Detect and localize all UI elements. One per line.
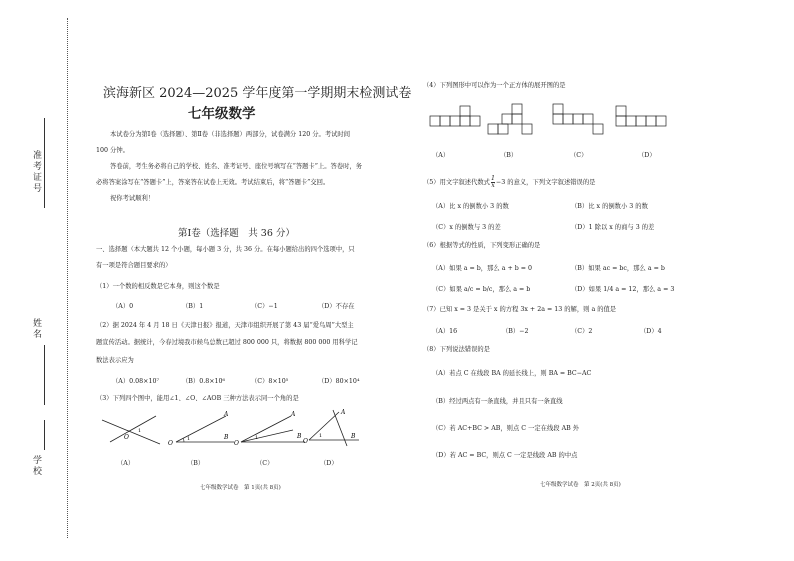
angle-figure-b bbox=[168, 412, 238, 447]
question-5-stem bbox=[423, 176, 595, 189]
angle-figure-d bbox=[305, 406, 365, 448]
q5-option-b: （B）比 x 的倒数小 3 的数 bbox=[571, 203, 648, 210]
fig-c-label-b: B bbox=[297, 433, 302, 440]
q8-option-b: （B）经过两点有一条直线，并且只有一条直线 bbox=[432, 398, 563, 405]
q1-option-d: （D）不存在 bbox=[318, 303, 355, 310]
fig-a-label-o: O bbox=[124, 434, 129, 441]
fig-c-label-a: A bbox=[291, 411, 296, 418]
q2-option-a: （A）0.08×10⁷ bbox=[112, 378, 159, 385]
q4-option-b: （B） bbox=[500, 152, 518, 159]
page-footer-left: 七年级数学试卷 第 1页(共 8页) bbox=[200, 485, 281, 491]
instruction-line: 本试卷分为第Ⅰ卷（选择题）、第Ⅱ卷（非选择题）两部分，试卷满分 120 分。考试时间 bbox=[110, 131, 351, 138]
q8-option-a: （A）若点 C 在线段 BA 的延长线上，则 BA = BC−AC bbox=[432, 370, 592, 377]
q3-option-d: （D） bbox=[320, 460, 338, 467]
cube-net-b bbox=[488, 104, 548, 136]
section-instructions: 有一项是符合题目要求的） bbox=[96, 262, 172, 269]
fig-d-label-o: O bbox=[303, 438, 308, 445]
part1-heading: 第Ⅰ卷（选择题 共 36 分） bbox=[178, 228, 295, 239]
question-2-stem: 题宣传活动。据统计，今春过境我市候鸟总数已超过 800 000 只，将数据 800 000 用科学记 bbox=[96, 339, 358, 346]
question-2-stem: 数法表示应为 bbox=[96, 357, 134, 364]
q5-frac-num: 1 bbox=[490, 175, 495, 182]
exam-subtitle: 七年级数学 bbox=[188, 106, 256, 122]
question-7-stem: （7）已知 x = 3 是关于 x 的方程 3x + 2a = 13 的解，则 a 的值是 bbox=[423, 306, 617, 313]
question-4-stem: （4）下列图形中可以作为一个正方体的展开图的是 bbox=[423, 82, 566, 89]
fig-b-label-1: 1 bbox=[187, 436, 191, 442]
q5-stem-pre: （5）用文字叙述代数式 bbox=[423, 179, 490, 186]
fig-b-label-a: A bbox=[224, 411, 229, 418]
fig-a-label-1: 1 bbox=[138, 428, 142, 434]
cube-net-d bbox=[616, 106, 676, 136]
q6-option-b: （B）如果 ac = bc，那么 a = b bbox=[571, 265, 665, 272]
name-field-line bbox=[44, 345, 45, 405]
fig-b-label-b: B bbox=[224, 434, 229, 441]
exam-title: 滨海新区 2024—2025 学年度第一学期期末检测试卷 bbox=[103, 86, 412, 101]
instruction-line: 100 分钟。 bbox=[96, 147, 129, 154]
page-footer-right: 七年级数学试卷 第 2页(共 8页) bbox=[540, 482, 621, 488]
school-field-line bbox=[44, 420, 45, 450]
q6-option-c: （C）如果 a/c = b/c，那么 a = b bbox=[432, 286, 531, 293]
q5-option-a: （A）比 x 的倒数小 3 的数 bbox=[432, 203, 509, 210]
q6-option-d: （D）如果 1/4 a = 12，那么 a = 3 bbox=[571, 286, 675, 293]
q7-option-a: （A）16 bbox=[432, 328, 458, 335]
q4-option-d: （D） bbox=[638, 152, 656, 159]
q2-option-c: （C）8×10⁵ bbox=[251, 378, 289, 385]
binding-dotted-line bbox=[67, 18, 68, 538]
angle-figure-a bbox=[100, 412, 165, 447]
fig-d-label-1: 1 bbox=[319, 433, 323, 439]
question-6-stem: （6）根据等式的性质，下列变形正确的是 bbox=[423, 242, 541, 249]
q7-option-b: （B）−2 bbox=[502, 328, 529, 335]
q8-option-d: （D）若 AC = BC，则点 C 一定是线段 AB 的中点 bbox=[432, 452, 578, 459]
q3-option-b: （B） bbox=[187, 460, 205, 467]
fig-c-label-1: 1 bbox=[255, 435, 259, 441]
q3-option-c: （C） bbox=[256, 460, 274, 467]
cube-net-c bbox=[553, 104, 613, 136]
fig-b-label-o: O bbox=[168, 440, 173, 447]
exam-id-field-line bbox=[44, 118, 45, 208]
q2-option-d: （D）80×10⁴ bbox=[318, 378, 360, 385]
q1-option-b: （B）1 bbox=[182, 303, 204, 310]
instruction-line: 祝你考试顺利！ bbox=[110, 195, 155, 202]
question-2-stem: （2）据 2024 年 4 月 18 日《天津日报》报道，天津市组织开展了第 43 届“爱鸟周”大型主 bbox=[96, 322, 354, 329]
exam-id-label: 准考证号 bbox=[31, 150, 41, 194]
q4-option-a: （A） bbox=[432, 152, 450, 159]
q3-option-a: （A） bbox=[117, 460, 135, 467]
q5-option-d: （D）1 除以 x 的商与 3 的差 bbox=[571, 224, 655, 231]
question-1-stem: （1）一个数的相反数是它本身，则这个数是 bbox=[96, 283, 220, 290]
instruction-line: 答卷前，考生务必将自己的学校、姓名、准考证号、座位号填写在“答题卡”上。答卷时，务 bbox=[110, 163, 363, 170]
section-instructions: 一、选择题（本大题共 12 个小题，每小题 3 分，共 36 分。在每小题给出的四个选项中，只 bbox=[96, 246, 355, 253]
school-label: 学校 bbox=[31, 455, 41, 477]
instruction-line: 必将答案涂写在“答题卡”上，答案答在试卷上无效。考试结束后，将“答题卡”交回。 bbox=[96, 179, 330, 186]
q8-option-c: （C）若 AC+BC > AB，则点 C 一定在线段 AB 外 bbox=[432, 425, 580, 432]
q2-option-b: （B）0.8×10⁶ bbox=[182, 378, 226, 385]
q7-option-c: （C）2 bbox=[571, 328, 593, 335]
angle-figure-c bbox=[235, 410, 310, 447]
q6-option-a: （A）如果 a = b，那么 a + b = 0 bbox=[432, 265, 533, 272]
q1-option-a: （A）0 bbox=[112, 303, 134, 310]
q5-frac-den: x bbox=[491, 182, 495, 189]
question-8-stem: （8）下列说法错误的是 bbox=[423, 346, 490, 353]
name-label: 姓名 bbox=[31, 318, 41, 340]
question-3-stem: （3）下列四个图中，能用∠1、∠O、∠AOB 三种方法表示同一个角的是 bbox=[96, 395, 299, 402]
fig-d-label-a: A bbox=[341, 409, 346, 416]
fig-c-label-o: O bbox=[234, 440, 239, 447]
q5-fraction bbox=[491, 176, 495, 189]
q5-option-c: （C）x 的倒数与 3 的差 bbox=[432, 224, 501, 231]
q5-stem-post: −3 的意义，下列文字叙述错误的是 bbox=[496, 179, 596, 186]
q1-option-c: （C）−1 bbox=[251, 303, 278, 310]
q4-option-c: （C） bbox=[570, 152, 588, 159]
fig-d-label-b: B bbox=[351, 433, 356, 440]
q7-option-d: （D）4 bbox=[640, 328, 662, 335]
cube-net-a bbox=[430, 106, 490, 136]
